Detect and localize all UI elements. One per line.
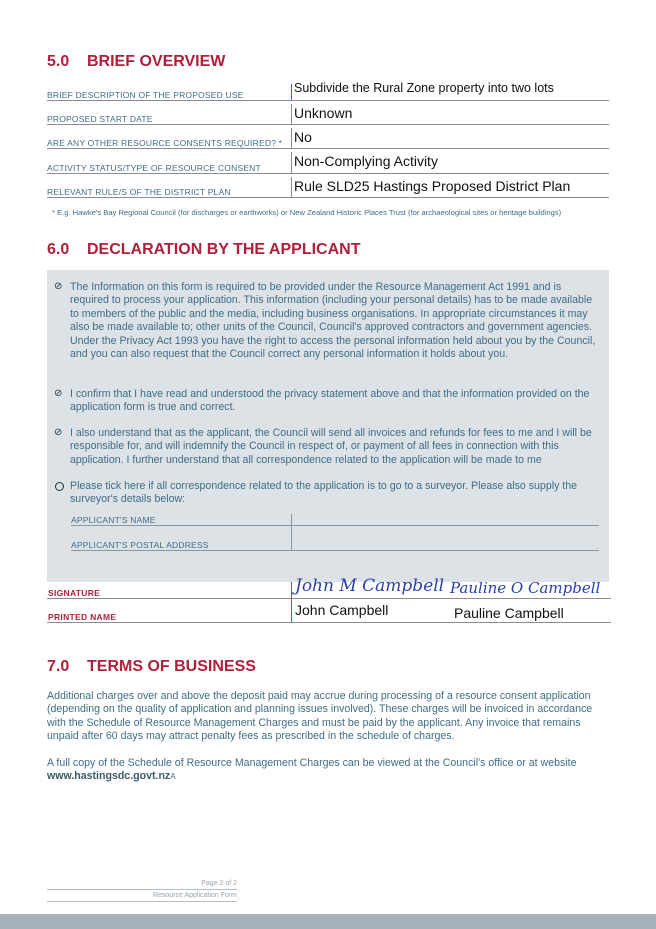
printed-name-label: PRINTED NAME xyxy=(48,612,117,622)
privacy-statement: The Information on this form is required to be provided under the Resource Management Act 1991 and is required to process your application. This information (including your personal details) has to be made available to members of the public and the media, including business organisations. In appropriate circumstances it may also be made available to; other units of the Council, Council's approved contractors and government agencies. Under the Privacy Act 1993 you have the right to access the personal information held about you by the Council, and you can also request that the Council correct any personal information it holds about you. xyxy=(70,281,596,361)
row-value-start-date[interactable]: Unknown xyxy=(294,105,353,121)
section-title: BRIEF OVERVIEW xyxy=(87,53,226,70)
check-icon: ⊘ xyxy=(54,388,63,399)
website-link[interactable]: www.hastingsdc.govt.nz xyxy=(47,770,171,783)
row-label-activity-status: ACTIVITY STATUS/TYPE OF RESOURCE CONSENT xyxy=(47,163,261,173)
signature-label: SIGNATURE xyxy=(48,588,101,598)
printed-name-john[interactable]: John Campbell xyxy=(295,602,389,618)
section-number: 7.0 xyxy=(47,658,70,675)
consents-footnote: * E.g. Hawke's Bay Regional Council (for discharges or earthworks) or New Zealand Historic Places Trust (for archaeological sites or heritage buildings) xyxy=(52,208,562,217)
check-icon: ⊘ xyxy=(54,281,63,292)
section-number: 6.0 xyxy=(47,241,70,258)
surveyor-statement: Please tick here if all correspondence related to the application is to go to a surveyor. Please also supply the surveyor's details below: xyxy=(70,480,578,506)
section-7-heading xyxy=(47,658,256,676)
bottom-bar xyxy=(0,914,656,929)
form-name: Resource Application Form xyxy=(152,892,237,899)
signature-john: John M Campbell xyxy=(295,576,445,596)
section-title: TERMS OF BUSINESS xyxy=(87,658,256,675)
row-value-description[interactable]: Subdivide the Rural Zone property into two lots xyxy=(294,81,554,95)
row-value-activity-status[interactable]: Non-Complying Activity xyxy=(294,153,438,169)
schedule-text: A full copy of the Schedule of Resource Management Charges can be viewed at the Council's office or at website xyxy=(47,757,577,769)
row-label-other-consents: ARE ANY OTHER RESOURCE CONSENTS REQUIRED? * xyxy=(47,138,283,148)
row-label-description: BRIEF DESCRIPTION OF THE PROPOSED USE xyxy=(47,90,244,100)
signature-pauline: Pauline O Campbell xyxy=(450,579,601,597)
page-number: Page 2 of 2 xyxy=(201,880,237,887)
applicant-address-label: APPLICANT'S POSTAL ADDRESS xyxy=(71,540,209,550)
invoice-statement: I also understand that as the applicant, the Council will send all invoices and refunds for fees to me and I will be responsible for, and will indemnify the Council in respect of, or payment of all fees in connection with this application. I further understand that all correspondence related to the application will be made to me xyxy=(70,427,592,466)
schedule-paragraph xyxy=(47,757,607,784)
section-6-heading xyxy=(47,241,360,259)
check-icon: ⊘ xyxy=(54,427,63,438)
row-value-district-plan[interactable]: Rule SLD25 Hastings Proposed District Plan xyxy=(294,178,571,194)
section-5-heading xyxy=(47,53,225,71)
confirmation-statement: I confirm that I have read and understood the privacy statement above and that the information provided on the application form is true and correct. xyxy=(70,388,590,414)
applicant-name-label: APPLICANT'S NAME xyxy=(71,515,156,525)
section-title: DECLARATION BY THE APPLICANT xyxy=(87,241,361,258)
website-suffix: A xyxy=(170,772,176,782)
applicant-address-field[interactable] xyxy=(293,527,598,549)
row-label-district-plan: RELEVANT RULE/S OF THE DISTRICT PLAN xyxy=(47,187,231,197)
printed-name-pauline[interactable]: Pauline Campbell xyxy=(454,605,564,621)
applicant-name-field[interactable] xyxy=(293,512,598,525)
terms-paragraph: Additional charges over and above the deposit paid may accrue during processing of a resource consent application (depending on the quality of application and planning issues involved). These charges will be invoiced in accordance with the Schedule of Resource Management Charges and must be paid by the applicant. Any invoice that remains unpaid after 60 days may attract penalty fees as prescribed in the schedule of charges. xyxy=(47,690,593,742)
surveyor-checkbox[interactable] xyxy=(55,482,64,491)
section-number: 5.0 xyxy=(47,53,70,70)
row-value-other-consents[interactable]: No xyxy=(294,129,312,145)
row-label-start-date: PROPOSED START DATE xyxy=(47,114,153,124)
